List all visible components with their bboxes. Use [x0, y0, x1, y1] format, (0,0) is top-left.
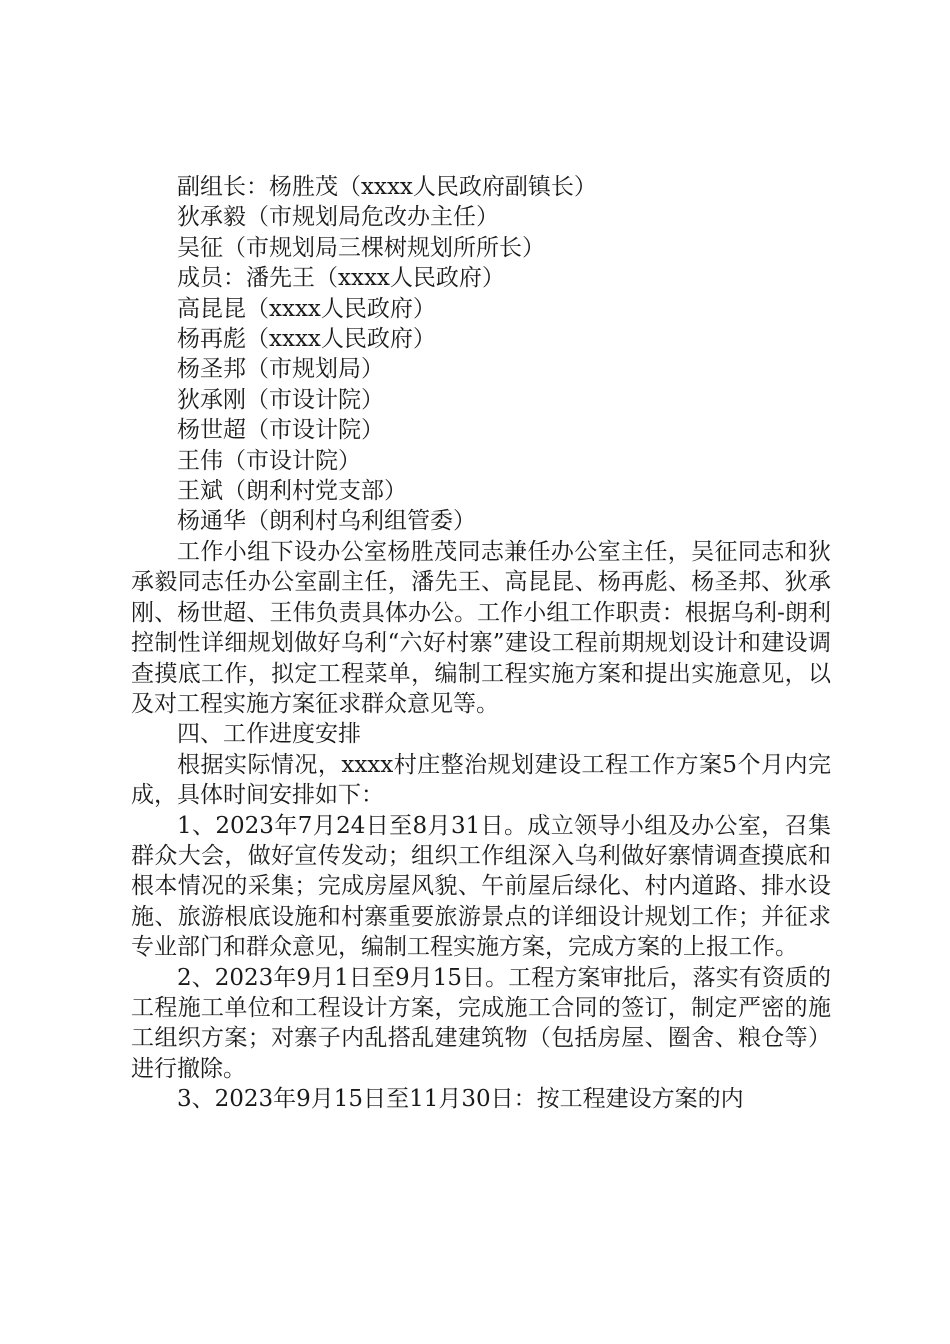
- paragraph-member-gao-kunkun: 高昆昆（xxxx人民政府）: [177, 295, 436, 322]
- paragraph-member-yang-shengbang: 杨圣邦（市规划局）: [177, 356, 384, 383]
- paragraph-member-wu-zheng: 吴征（市规划局三棵树规划所所长）: [177, 234, 545, 261]
- paragraph-schedule-intro: 根据实际情况，xxxx村庄整治规划建设工程工作方案5个月内完成，具体时间安排如下：: [131, 751, 831, 809]
- paragraph-members-pan-xianwang: 成员：潘先王（xxxx人民政府）: [177, 265, 505, 292]
- paragraph-member-yang-shichao: 杨世超（市设计院）: [177, 417, 384, 444]
- paragraph-office-duties: 工作小组下设办公室杨胜茂同志兼任办公室主任，吴征同志和狄承毅同志任办公室副主任，潘先王、高昆昆、杨再彪、杨圣邦、狄承刚、杨世超、王伟负责具体办公。工作小组工作职责：根据乌利-朗利控制性详细规划做好乌利“六好村寨”建设工程前期规划设计和建设调查摸底工作，拟定工程菜单，编制工程实施方案和提出实施意见，以及对工程实施方案征求群众意见等。: [131, 538, 831, 717]
- paragraph-member-wang-bin: 王斌（朗利村党支部）: [177, 478, 407, 505]
- document-body: [131, 172, 831, 1115]
- paragraph-phase-1: 1、2023年7月24日至8月31日。成立领导小组及办公室，召集群众大会，做好宣传发动；组织工作组深入乌利做好寨情调查摸底和根本情况的采集；完成房屋风貌、午前屋后绿化、村内道路、排水设施、旅游根底设施和村寨重要旅游景点的详细设计规划工作；并征求专业部门和群众意见，编制工程实施方案，完成方案的上报工作。: [131, 812, 831, 961]
- paragraph-phase-2: 2、2023年9月1日至9月15日。工程方案审批后，落实有资质的工程施工单位和工程设计方案，完成施工合同的签订，制定严密的施工组织方案；对寨子内乱搭乱建建筑物（包括房屋、圈舍、粮仓等）进行撤除。: [131, 964, 831, 1082]
- paragraph-member-yang-zaibiao: 杨再彪（xxxx人民政府）: [177, 326, 436, 353]
- paragraph-deputy-leader: 副组长：杨胜茂（xxxx人民政府副镇长）: [177, 174, 597, 200]
- paragraph-member-di-chengyi: 狄承毅（市规划局危改办主任）: [177, 204, 499, 231]
- paragraph-member-wang-wei: 王伟（市设计院）: [177, 447, 361, 474]
- paragraph-member-di-chenggang: 狄承刚（市设计院）: [177, 386, 384, 413]
- section-heading-schedule: 四、工作进度安排: [177, 721, 361, 748]
- paragraph-member-yang-tonghua: 杨通华（朗利村乌利组管委）: [177, 508, 476, 535]
- paragraph-phase-3: 3、2023年9月15日至11月30日：按工程建设方案的内: [177, 1086, 744, 1113]
